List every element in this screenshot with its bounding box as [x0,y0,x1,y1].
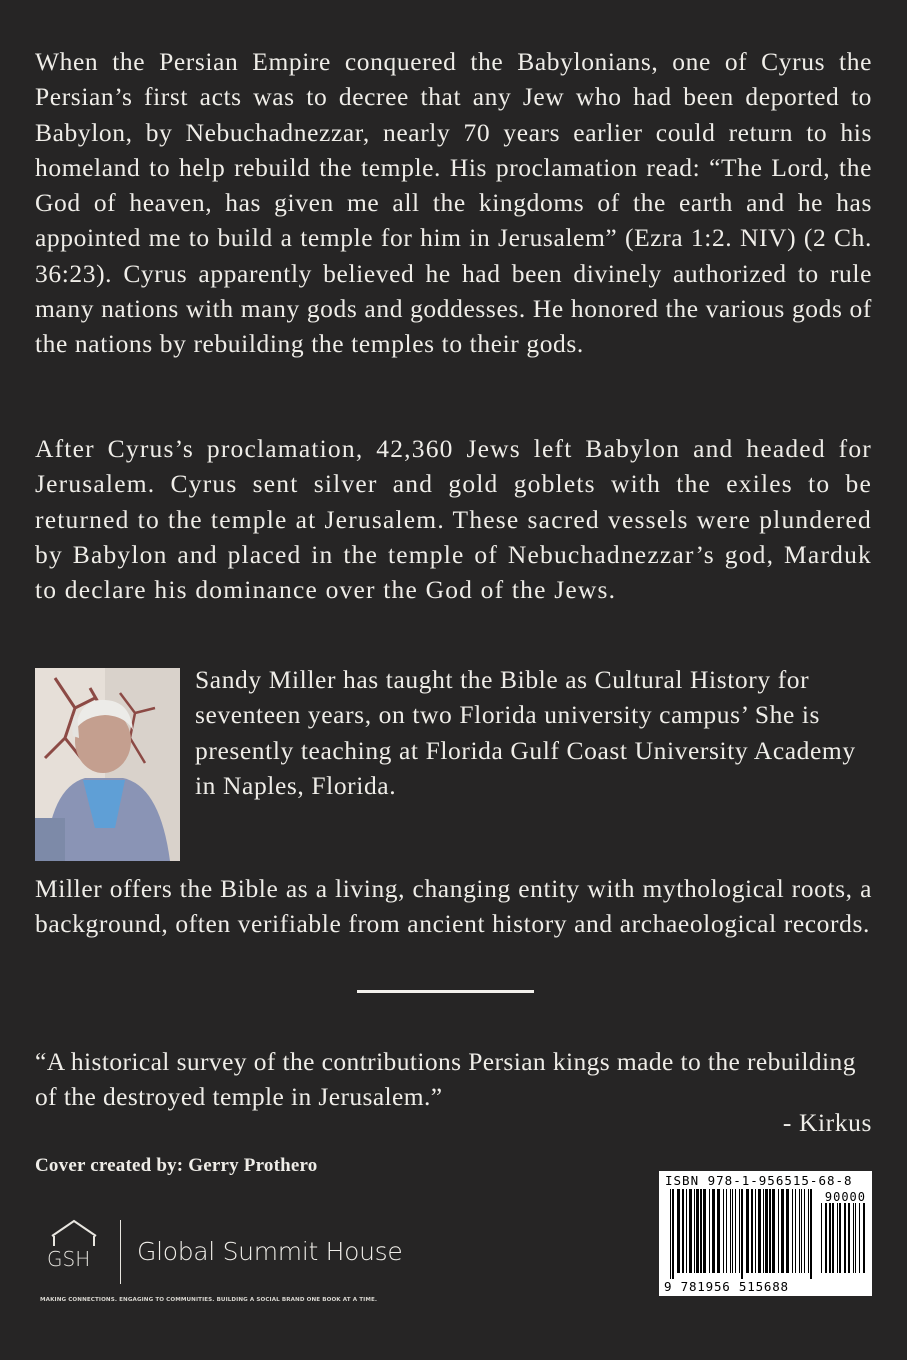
price-code: 90000 [824,1190,866,1204]
publisher-tagline: MAKING CONNECTIONS. ENGAGING TO COMMUNITIES. BUILDING A SOCIAL BRAND ONE BOOK AT A TIME. [40,1297,378,1303]
publisher-separator [120,1220,121,1284]
review-quote: “A historical survey of the contributions Persian kings made to the rebuilding of the destroyed temple in Jerusalem.” [35,1047,856,1112]
isbn-barcode [659,1171,872,1296]
publisher-logo-icon [40,1218,140,1284]
blurb-paragraph-2: After Cyrus’s proclamation, 42,360 Jews left Babylon and headed for Jerusalem. Cyrus sent silver and gold goblets with the exiles to be returned to the temple at Jerusalem. These sacred vessels were plundered by Babylon and placed in the temple of Nebuchadnezzar’s god, Marduk to declare his dominance over the God of the Jews. [35,434,872,605]
publisher-name: Global Summit House [137,1237,403,1266]
section-divider [357,990,534,993]
publisher-logo-text: GSH [47,1247,91,1271]
author-photo [35,668,180,861]
blurb-paragraph-1: When the Persian Empire conquered the Babylonians, one of Cyrus the Persian’s first acts was to decree that any Jew who had been deported to Babylon, by Nebuchadnezzar, nearly 70 years earlier could return to his homeland to help rebuild the temple. His proclamation read: “The Lord, the God of heaven, has given me all the kingdoms of the earth and he has appointed me to build a temple for him in Jerusalem” (Ezra 1:2. NIV) (2 Ch. 36:23). Cyrus apparently believed he had been divinely authorized to rule many nations with many gods and goddesses. He honored the various gods of the nations by rebuilding the temples to their gods. [35,47,872,359]
barcode-digits: 9 781956 515688 [664,1279,789,1294]
isbn-text: ISBN 978-1-956515-68-8 [665,1173,853,1188]
review-attribution: - Kirkus [782,1108,872,1137]
author-bio: Sandy Miller has taught the Bible as Cultural History for seventeen years, on two Florida university campus’ She is presently teaching at Florida Gulf Coast University Academy in Naples, Florida. [195,665,856,800]
book-summary: Miller offers the Bible as a living, changing entity with mythological roots, a background, often verifiable from ancient history and archaeological records. [35,874,872,939]
cover-credit: Cover created by: Gerry Prothero [35,1155,318,1176]
